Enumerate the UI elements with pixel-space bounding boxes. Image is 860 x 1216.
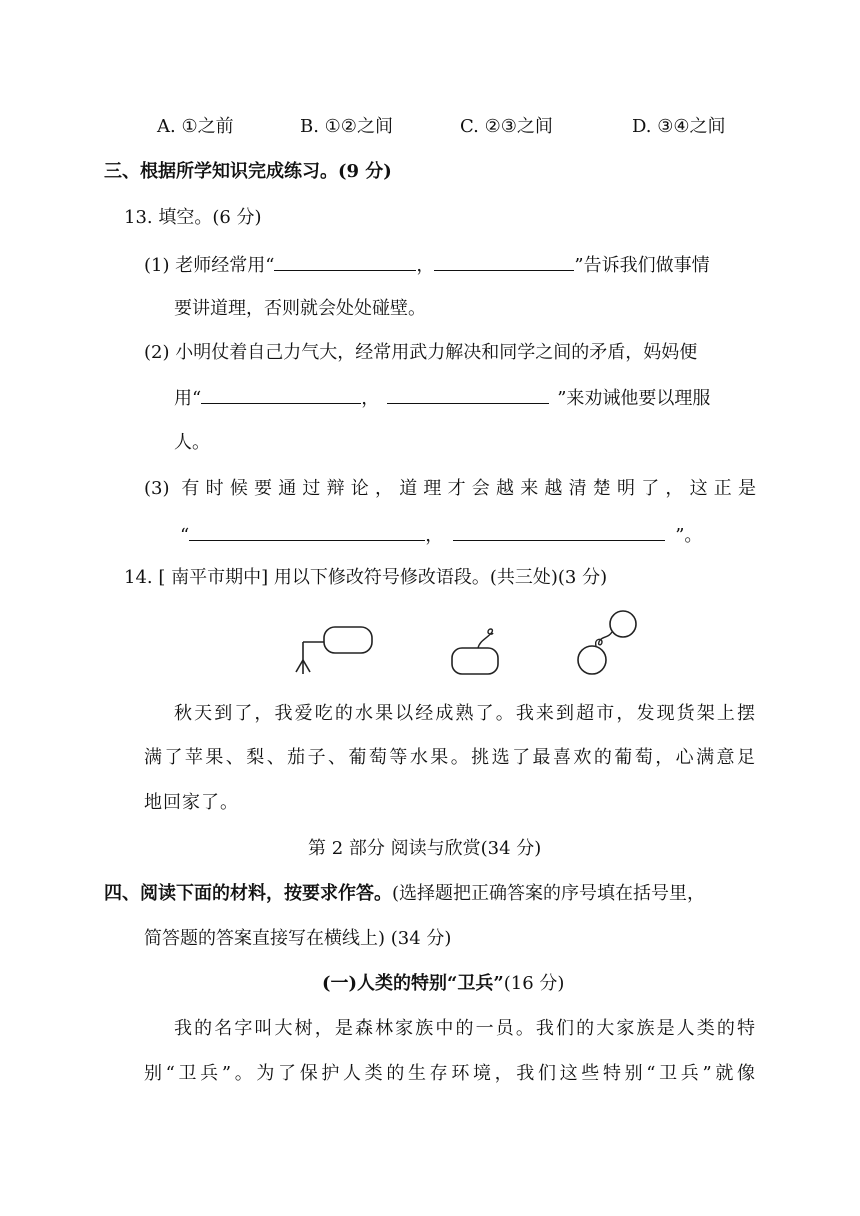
question-13-part-3-line-2	[180, 522, 702, 548]
question-13-part-1-line-1	[144, 252, 710, 278]
section-4-heading-rest: (选择题把正确答案的序号填在括号里，	[392, 883, 706, 904]
part-3-text-end: ”。	[675, 525, 703, 546]
answer-blank[interactable]	[189, 522, 425, 541]
section-4-heading-line-1	[104, 882, 705, 906]
part-2-text-start: 用“	[174, 388, 202, 409]
section-4-heading-line-2: 简答题的答案直接写在横线上) (34 分)	[144, 928, 452, 949]
question-13-part-1-line-2: 要讲道理，否则就会处处碰壁。	[174, 298, 426, 319]
option-a: A. ①之前	[157, 116, 234, 137]
replace-mark-icon	[572, 608, 644, 678]
reading-1-title-score: (16 分)	[503, 973, 565, 994]
delete-mark-icon	[448, 626, 504, 676]
part-3-comma: ，	[425, 525, 444, 546]
option-b: B. ①②之间	[300, 116, 393, 137]
reading-1-passage-line-1: 我的名字叫大树，是森林家族中的一员。我们的大家族是人类的特	[174, 1018, 756, 1039]
question-13-part-2-line-3: 人。	[174, 432, 210, 453]
part-1-comma: ，	[416, 255, 435, 276]
section-3-heading: 三、根据所学知识完成练习。(9 分)	[104, 161, 392, 182]
question-13-part-3-line-1: (3) 有时候要通过辩论，道理才会越来越清楚明了，这正是	[144, 478, 756, 499]
reading-1-passage-line-2: 别“卫兵”。为了保护人类的生存环境，我们这些特别“卫兵”就像	[144, 1063, 756, 1084]
answer-blank[interactable]	[387, 385, 549, 404]
reading-1-title	[322, 972, 564, 996]
part-1-text-end: ”告诉我们做事情	[574, 255, 710, 276]
answer-blank[interactable]	[201, 385, 361, 404]
passage-line-1: 秋天到了，我爱吃的水果以经成熟了。我来到超市，发现货架上摆	[174, 703, 756, 724]
option-d: D. ③④之间	[632, 116, 726, 137]
passage-line-2: 满了苹果、梨、茄子、葡萄等水果。挑选了最喜欢的葡萄，心满意足	[144, 747, 756, 768]
reading-1-title-bold: (一)人类的特别“卫兵”	[322, 973, 504, 994]
answer-blank[interactable]	[274, 252, 416, 271]
part-1-text-start: (1) 老师经常用“	[144, 255, 275, 276]
insert-mark-icon	[294, 624, 376, 676]
question-13-stem: 13. 填空。(6 分)	[124, 207, 262, 228]
answer-blank[interactable]	[434, 252, 574, 271]
part-2-title: 第 2 部分 阅读与欣赏(34 分)	[308, 838, 542, 859]
part-2-text-end: ”来劝诫他要以理服	[557, 388, 711, 409]
part-2-comma: ，	[361, 388, 380, 409]
question-13-part-2-line-1: (2) 小明仗着自己力气大，经常用武力解决和同学之间的矛盾，妈妈便	[144, 342, 698, 363]
question-13-part-2-line-2	[174, 385, 710, 411]
question-14-stem: 14. [ 南平市期中] 用以下修改符号修改语段。(共三处)(3 分)	[124, 567, 608, 588]
part-3-text-start: “	[180, 525, 190, 546]
answer-blank[interactable]	[453, 522, 665, 541]
section-4-heading-bold: 四、阅读下面的材料，按要求作答。	[104, 883, 392, 904]
option-c: C. ②③之间	[460, 116, 553, 137]
passage-line-3: 地回家了。	[144, 792, 239, 813]
